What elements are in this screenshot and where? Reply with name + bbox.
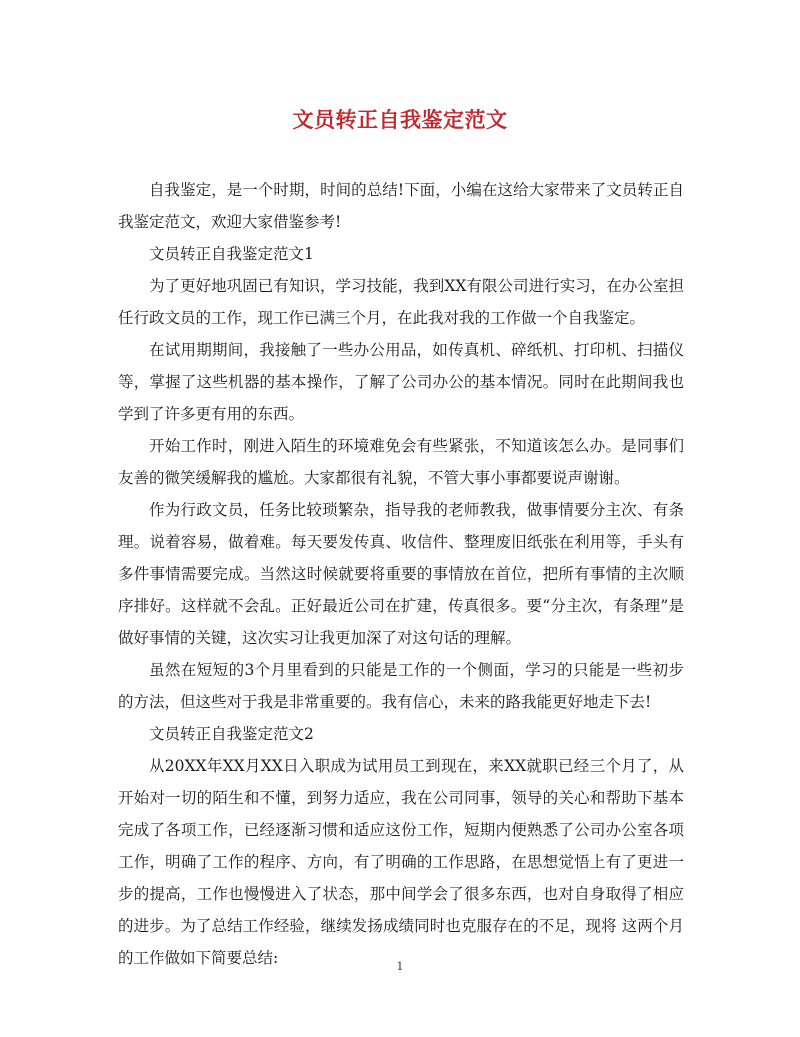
- document-body: [118, 174, 684, 974]
- paragraph: 从20XX年XX月XX日入职成为试用员工到现在，来XX就职已经三个月了，从开始对一切的陌生和不懂，到努力适应，我在公司同事，领导的关心和帮助下基本完成了各项工作，已经逐渐习惯和适应这份工作，短期内便熟悉了公司办公室各项工作，明确了工作的程序、方向，有了明确的工作思路，在思想觉悟上有了更进一步的提高，工作也慢慢进入了状态，那中间学会了很多东西，也对自身取得了相应的进步。为了总结工作经验，继续发扬成绩同时也克服存在的不足，现将 这两个月的工作做如下简要总结:: [118, 757, 684, 967]
- paragraph: 虽然在短短的3个月里看到的只能是工作的一个侧面，学习的只能是一些初步的方法，但这些对于我是非常重要的。我有信心，未来的路我能更好地走下去!: [118, 661, 684, 711]
- paragraph: 开始工作时，刚进入陌生的环境难免会有些紧张，不知道该怎么办。是同事们友善的微笑缓解我的尴尬。大家都很有礼貌，不管大事小事都要说声谢谢。: [118, 437, 684, 487]
- page-number: 1: [396, 960, 404, 973]
- paragraph: 作为行政文员，任务比较琐繁杂，指导我的老师教我，做事情要分主次、有条理。说着容易，做着难。每天要发传真、收信件、整理废旧纸张在利用等，手头有多件事情需要完成。当然这时候就要将重要的事情放在首位，把所有事情的主次顺序排好。这样就不会乱。正好最近公司在扩建，传真很多。要“分主次，有条理”是做好事情的关键，这次实习让我更加深了对这句话的理解。: [118, 501, 684, 647]
- document-title: 文员转正自我鉴定范文: [292, 107, 508, 132]
- paragraph: 为了更好地巩固已有知识，学习技能，我到XX有限公司进行实习，在办公室担任行政文员的工作，现工作已满三个月，在此我对我的工作做一个自我鉴定。: [118, 277, 684, 327]
- section-heading-2: 文员转正自我鉴定范文2: [149, 725, 314, 743]
- section-heading-1: 文员转正自我鉴定范文1: [149, 245, 314, 263]
- paragraph-intro: 自我鉴定，是一个时期，时间的总结!下面，小编在这给大家带来了文员转正自我鉴定范文，欢迎大家借鉴参考!: [118, 181, 684, 231]
- paragraph: 在试用期期间，我接触了一些办公用品，如传真机、碎纸机、打印机、扫描仪等，掌握了这些机器的基本操作，了解了公司办公的基本情况。同时在此期间我也学到了许多更有用的东西。: [118, 341, 684, 423]
